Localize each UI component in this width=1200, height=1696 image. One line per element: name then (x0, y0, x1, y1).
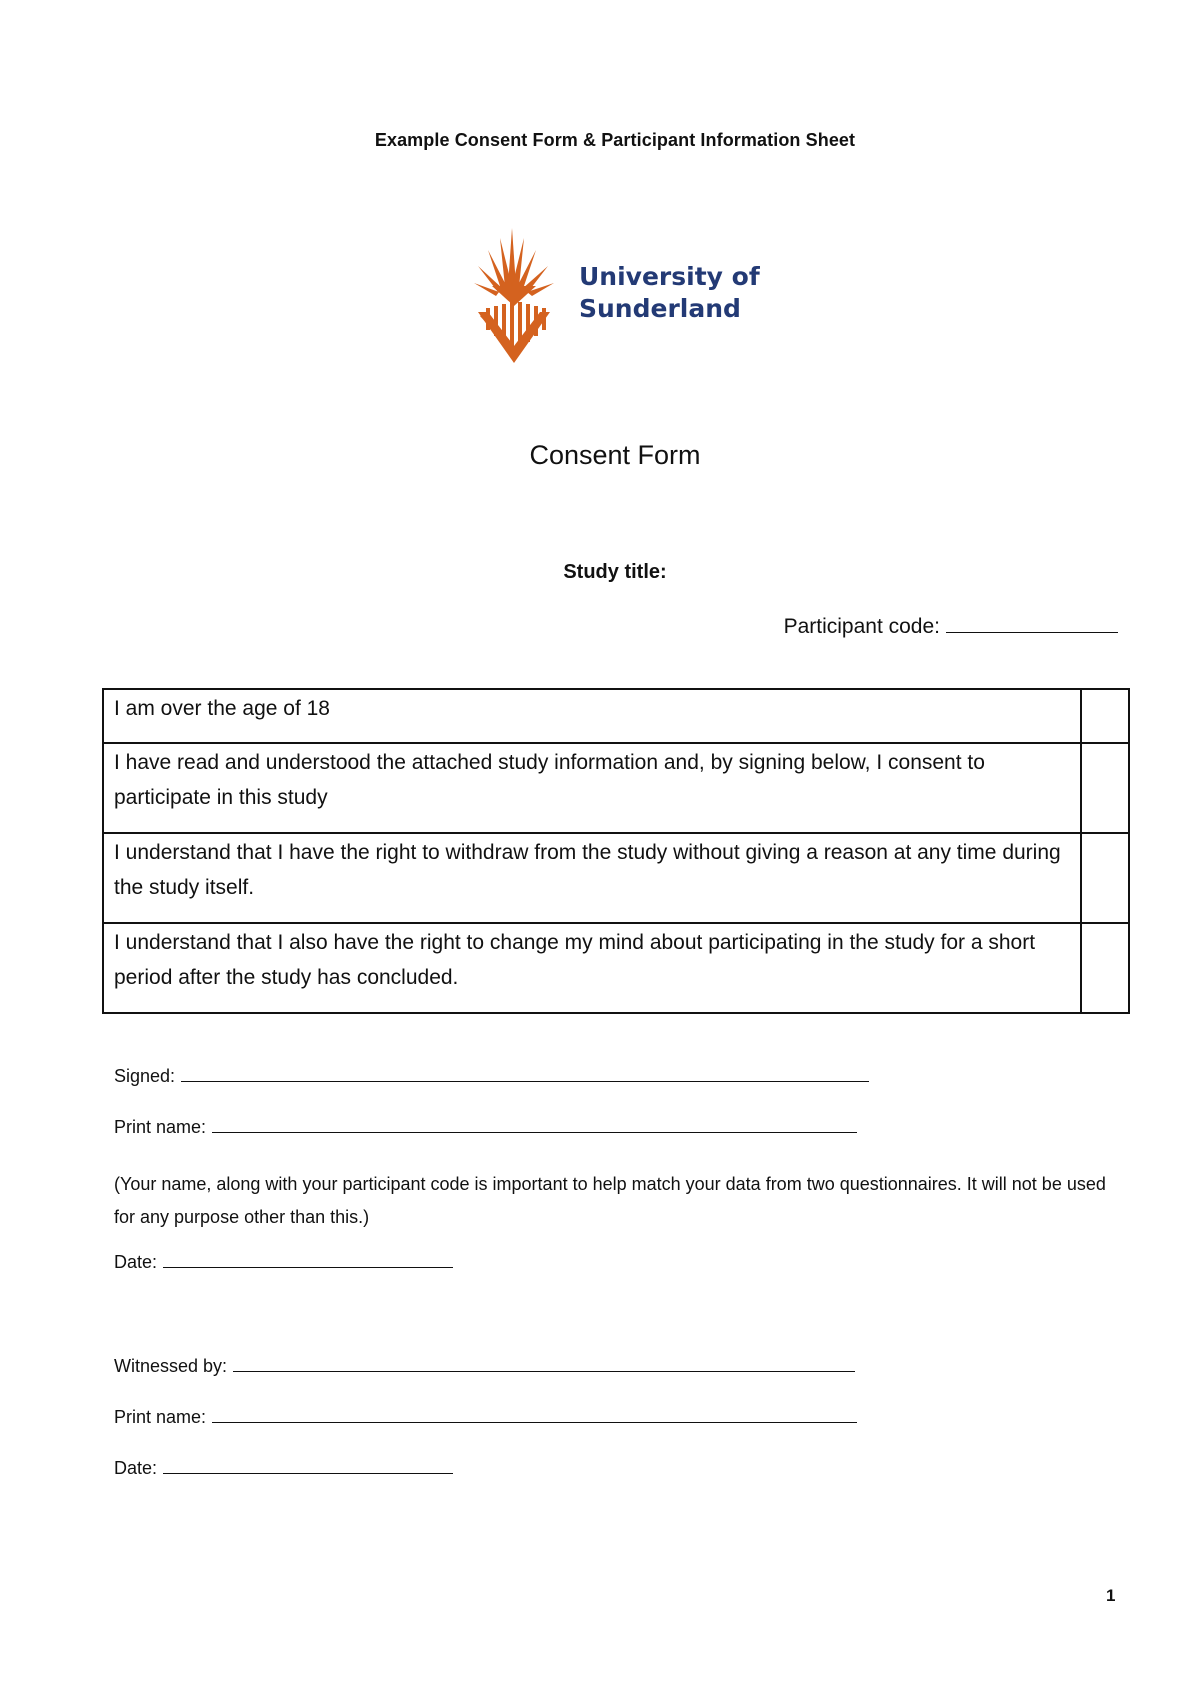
page-number: 1 (1106, 1586, 1116, 1605)
consent-checkbox[interactable] (1081, 689, 1129, 743)
witness-date-line[interactable] (163, 1457, 453, 1474)
print-name-line[interactable] (212, 1116, 857, 1133)
witness-print-name-label: Print name: (114, 1407, 207, 1427)
table-row (103, 833, 1129, 923)
statement-text: I am over the age of 18 (103, 689, 1081, 743)
consent-statements-table (102, 688, 1130, 1014)
consent-checkbox[interactable] (1081, 833, 1129, 923)
signature-note: (Your name, along with your participant code is important to help match your data from two questionnaires. It will not be used for any purpose other than this.) (114, 1174, 1106, 1227)
university-logo (474, 228, 764, 363)
witnessed-by-label: Witnessed by: (114, 1356, 228, 1376)
table-row (103, 689, 1129, 743)
statement-text: I have read and understood the attached study information and, by signing below, I consent to participate in this study (103, 743, 1081, 833)
witness-date-label: Date: (114, 1458, 158, 1478)
signed-field[interactable] (114, 1065, 869, 1087)
form-title: Consent Form (529, 440, 701, 470)
consent-checkbox[interactable] (1081, 743, 1129, 833)
witnessed-by-field[interactable] (114, 1355, 855, 1377)
statement-text: I understand that I also have the right to change my mind about participating in the study for a short period after the study has concluded. (103, 923, 1081, 1013)
witness-print-name-field[interactable] (114, 1406, 857, 1428)
witnessed-by-line[interactable] (233, 1355, 855, 1372)
date-label: Date: (114, 1252, 158, 1272)
participant-code-field[interactable] (784, 614, 1118, 639)
date-line[interactable] (163, 1251, 453, 1268)
table-row (103, 923, 1129, 1013)
witness-date-field[interactable] (114, 1457, 453, 1479)
participant-code-line[interactable] (946, 614, 1118, 633)
date-field[interactable] (114, 1251, 453, 1273)
table-row (103, 743, 1129, 833)
sunburst-logo-icon (474, 228, 558, 363)
signed-line[interactable] (181, 1065, 869, 1082)
print-name-field[interactable] (114, 1116, 857, 1138)
logo-wordmark (579, 261, 760, 325)
print-name-label: Print name: (114, 1117, 207, 1137)
logo-line-2: Sunderland (579, 294, 741, 323)
signed-label: Signed: (114, 1066, 176, 1086)
witness-print-name-line[interactable] (212, 1406, 857, 1423)
statement-text: I understand that I have the right to withdraw from the study without giving a reason at any time during the study itself. (103, 833, 1081, 923)
consent-checkbox[interactable] (1081, 923, 1129, 1013)
logo-line-1: University of (579, 262, 760, 291)
study-title-label: Study title: (563, 561, 667, 583)
participant-code-label: Participant code: (783, 615, 940, 638)
document-header-title: Example Consent Form & Participant Information Sheet (374, 130, 856, 150)
